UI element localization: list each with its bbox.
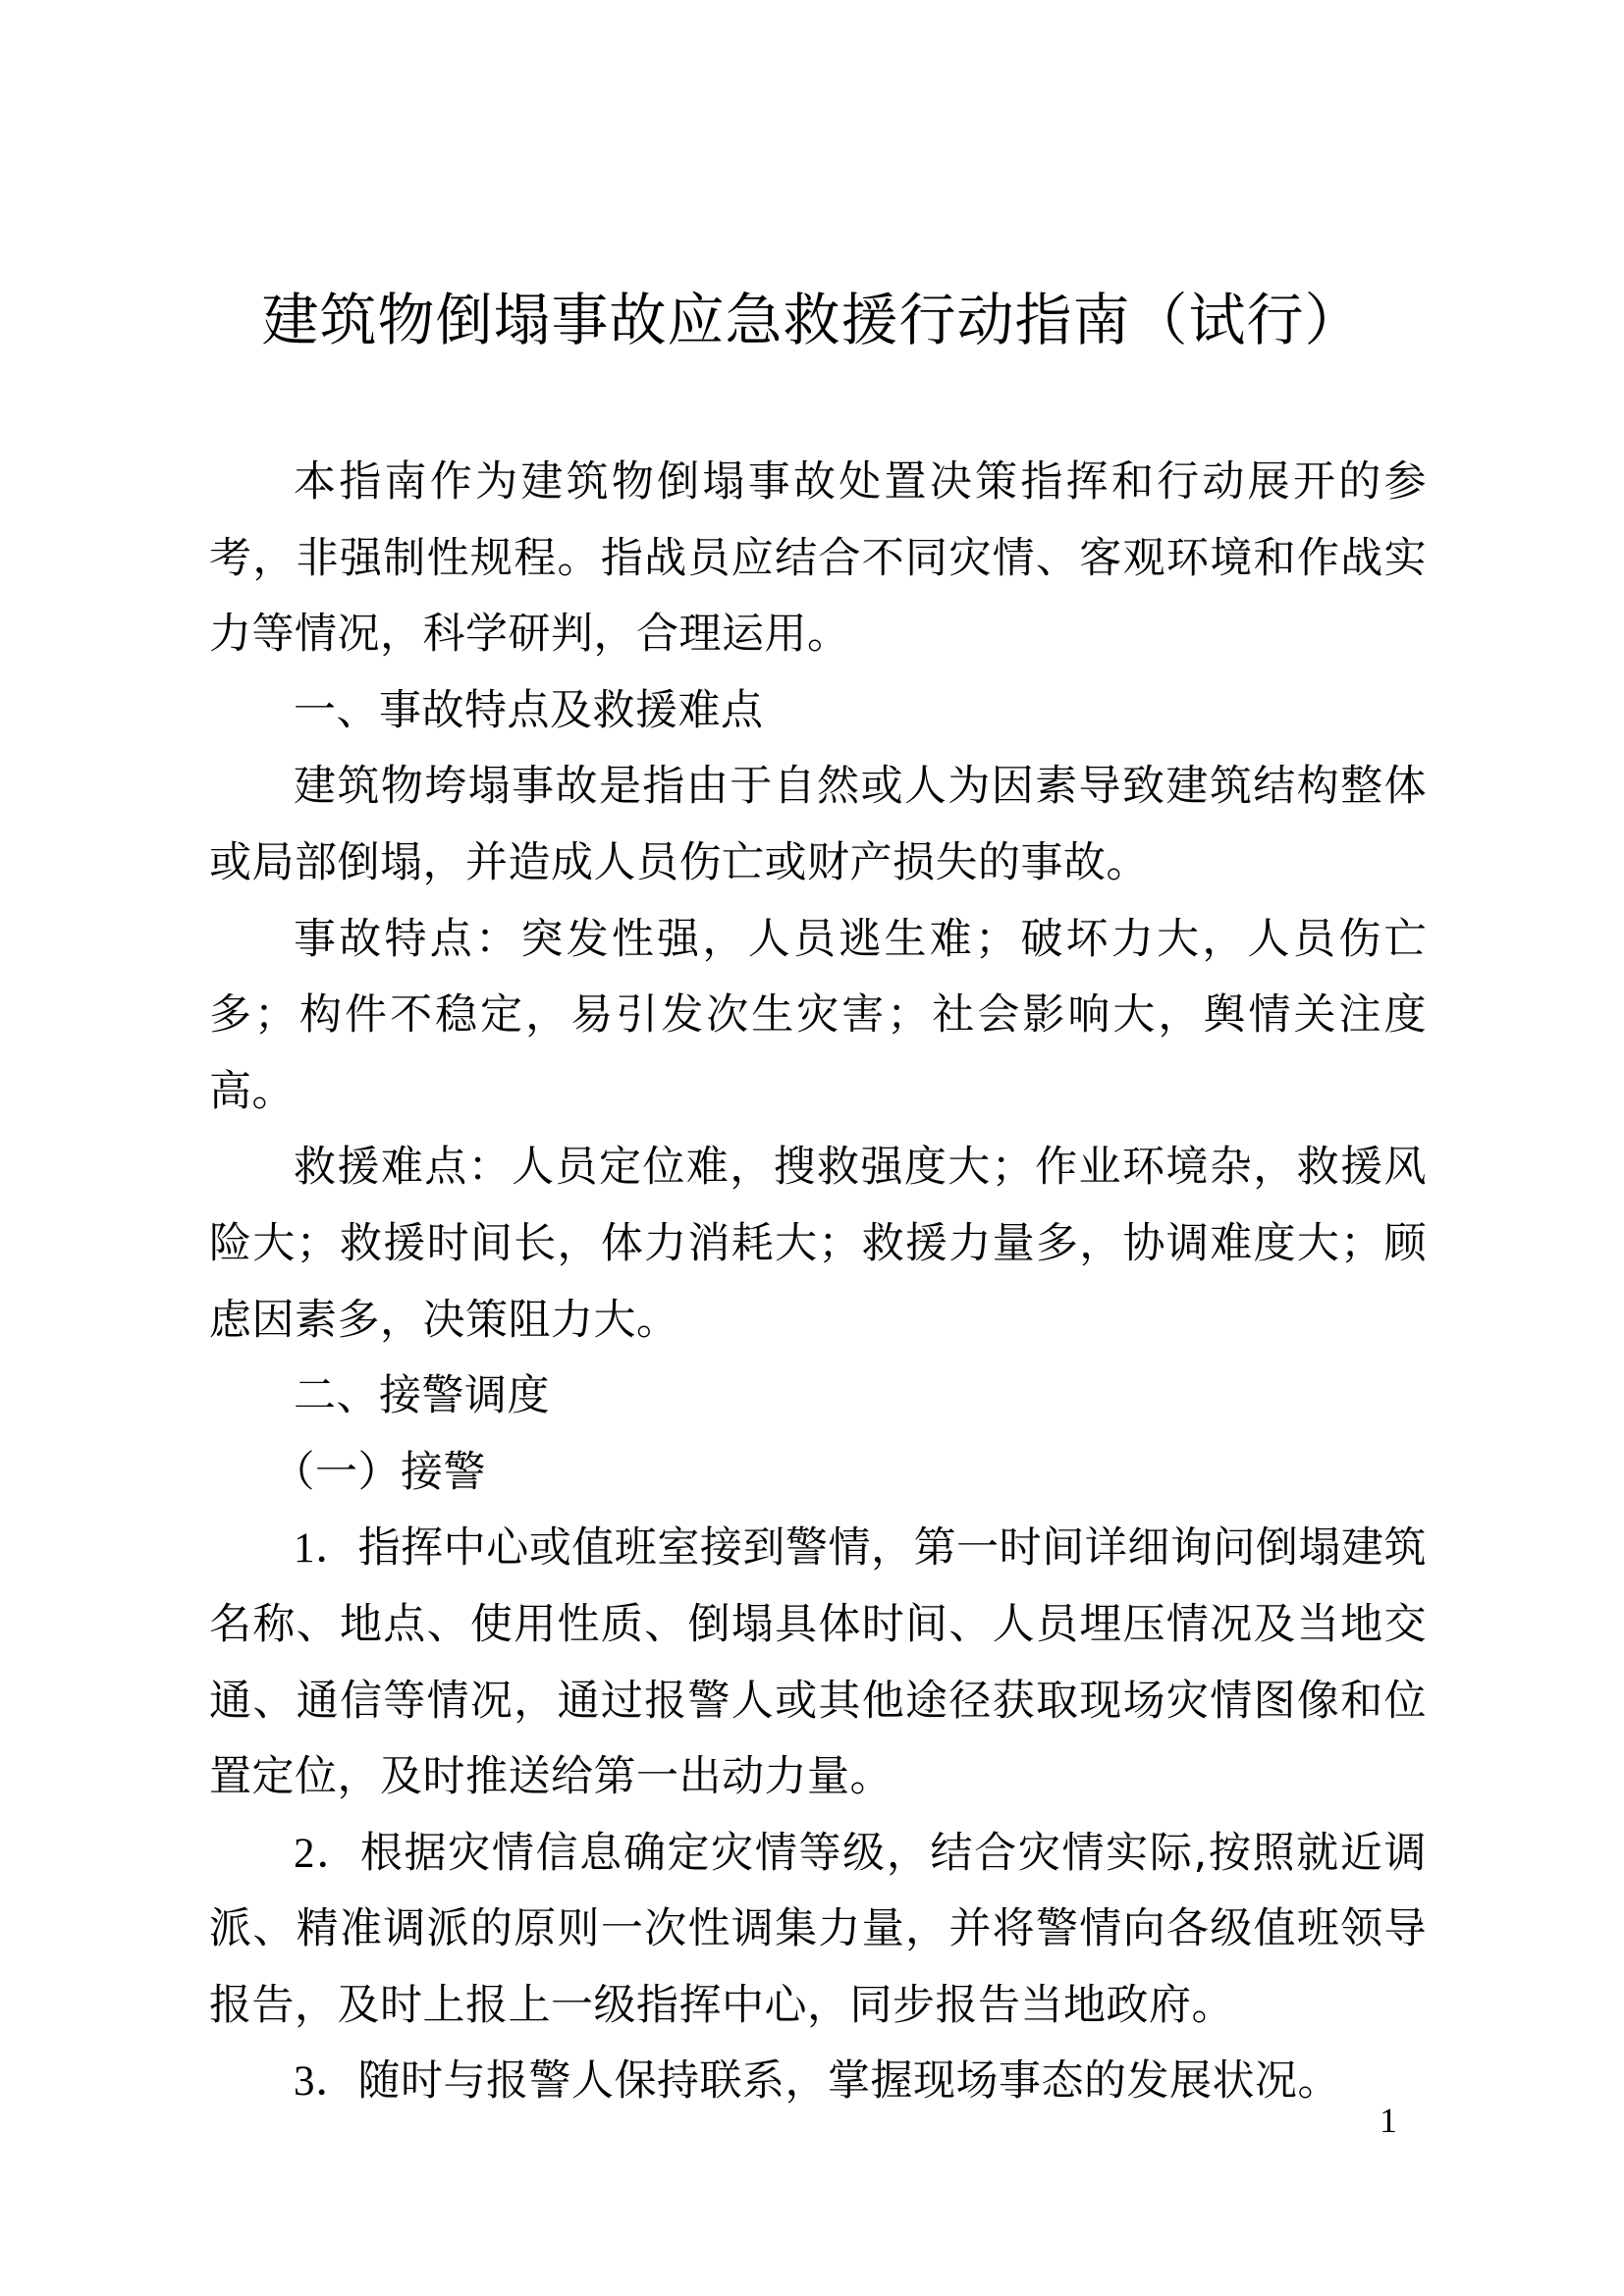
features-paragraph: 事故特点：突发性强，人员逃生难；破坏力大，人员伤亡多；构件不稳定，易引发次生灾害；社会影响大，舆情关注度高。 [209, 914, 1427, 1116]
document-body [209, 445, 1427, 2120]
list-item-1-text: ．指挥中心或值班室接到警情，第一时间详细询问倒塌建筑名称、地点、使用性质、倒塌具体时间、人员埋压情况及当地交通、通信等情况，通过报警人或其他途径获取现场灾情图像和位置定位，及时推送给第一出动力量。 [209, 1523, 1427, 1802]
document-title: 建筑物倒塌事故应急救援行动指南（试行） [261, 287, 1363, 353]
list-item-2 [209, 1816, 1427, 2045]
list-item-2-number: 2 [294, 1830, 315, 1877]
definition-paragraph: 建筑物垮塌事故是指由于自然或人为因素导致建筑结构整体或局部倒塌，并造成人员伤亡或财产损失的事故。 [209, 762, 1427, 887]
section-heading-1: 一、事故特点及救援难点 [294, 685, 764, 735]
section-heading-2: 二、接警调度 [294, 1371, 550, 1421]
list-item-1-number: 1 [294, 1525, 315, 1573]
list-item-3 [209, 2044, 1427, 2120]
list-item-2-text: ．根据灾情信息确定灾情等级，结合灾情实际,按照就近调派、精准调派的原则一次性调集力量，并将警情向各级值班领导报告，及时上报上一级指挥中心，同步报告当地政府。 [209, 1828, 1427, 2030]
list-item-3-number: 3 [294, 2058, 315, 2106]
intro-paragraph: 本指南作为建筑物倒塌事故处置决策指挥和行动展开的参考，非强制性规程。指战员应结合不同灾情、客观环境和作战实力等情况，科学研判，合理运用。 [209, 457, 1427, 660]
list-item-1 [209, 1511, 1427, 1815]
list-item-3-text: ．随时与报警人保持联系，掌握现场事态的发展状况。 [315, 2056, 1340, 2107]
subsection-heading-1: （一）接警 [272, 1447, 486, 1497]
difficulties-paragraph: 救援难点：人员定位难，搜救强度大；作业环境杂，救援风险大；救援时间长，体力消耗大；救援力量多，协调难度大；顾虑因素多，决策阻力大。 [209, 1143, 1427, 1345]
page-number: 1 [1380, 2101, 1397, 2140]
